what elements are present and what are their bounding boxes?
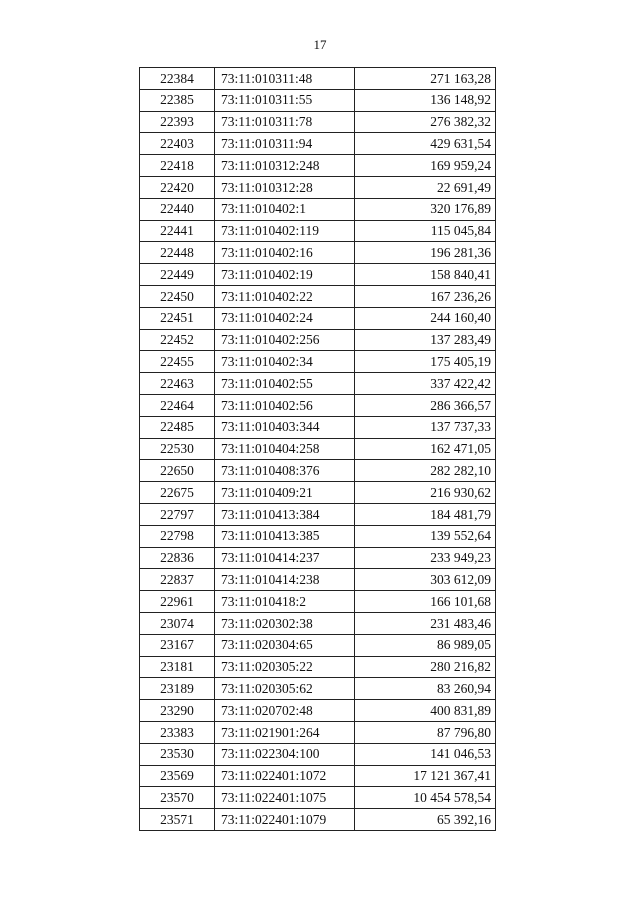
cadastral-value-table [139,67,496,831]
table-row [140,656,496,678]
table-row [140,242,496,264]
cadastral-number-cell: 73:11:010402:19 [215,264,355,286]
record-number-cell: 22961 [140,591,215,613]
cadastral-number-cell: 73:11:010403:344 [215,416,355,438]
cadastral-value-cell: 162 471,05 [355,438,496,460]
cadastral-value-cell: 175 405,19 [355,351,496,373]
cadastral-value-cell: 231 483,46 [355,612,496,634]
cadastral-number-cell: 73:11:010413:384 [215,503,355,525]
record-number-cell: 23189 [140,678,215,700]
table-row [140,373,496,395]
table-row [140,68,496,90]
cadastral-value-cell: 400 831,89 [355,700,496,722]
record-number-cell: 23383 [140,721,215,743]
table-row [140,329,496,351]
table-row [140,700,496,722]
table-row [140,482,496,504]
cadastral-value-cell: 22 691,49 [355,176,496,198]
cadastral-number-cell: 73:11:020305:22 [215,656,355,678]
cadastral-number-cell: 73:11:020702:48 [215,700,355,722]
record-number-cell: 22464 [140,394,215,416]
table-row [140,416,496,438]
cadastral-number-cell: 73:11:021901:264 [215,721,355,743]
table-row [140,285,496,307]
page-number: 17 [313,37,327,52]
table-row [140,220,496,242]
cadastral-number-cell: 73:11:010413:385 [215,525,355,547]
table-row [140,743,496,765]
cadastral-number-cell: 73:11:010402:22 [215,285,355,307]
record-number-cell: 23167 [140,634,215,656]
table-row [140,438,496,460]
table-row [140,809,496,831]
cadastral-value-cell: 286 366,57 [355,394,496,416]
record-number-cell: 23571 [140,809,215,831]
record-number-cell: 22385 [140,89,215,111]
table-row [140,721,496,743]
cadastral-number-cell: 73:11:010409:21 [215,482,355,504]
cadastral-number-cell: 73:11:010311:94 [215,133,355,155]
cadastral-number-cell: 73:11:010404:258 [215,438,355,460]
cadastral-value-cell: 233 949,23 [355,547,496,569]
table-row [140,394,496,416]
cadastral-value-cell: 136 148,92 [355,89,496,111]
cadastral-number-cell: 73:11:010312:248 [215,155,355,177]
record-number-cell: 22441 [140,220,215,242]
record-number-cell: 22393 [140,111,215,133]
cadastral-value-cell: 320 176,89 [355,198,496,220]
cadastral-value-cell: 169 959,24 [355,155,496,177]
record-number-cell: 22463 [140,373,215,395]
cadastral-value-cell: 429 631,54 [355,133,496,155]
cadastral-number-cell: 73:11:020304:65 [215,634,355,656]
record-number-cell: 23570 [140,787,215,809]
record-number-cell: 22530 [140,438,215,460]
record-number-cell: 22650 [140,460,215,482]
table-row [140,89,496,111]
table-row [140,307,496,329]
record-number-cell: 22440 [140,198,215,220]
cadastral-number-cell: 73:11:010402:16 [215,242,355,264]
cadastral-number-cell: 73:11:010414:238 [215,569,355,591]
table-row [140,634,496,656]
cadastral-value-cell: 10 454 578,54 [355,787,496,809]
table-body [140,68,496,831]
cadastral-value-cell: 276 382,32 [355,111,496,133]
cadastral-number-cell: 73:11:010402:256 [215,329,355,351]
table-row [140,591,496,613]
cadastral-value-cell: 303 612,09 [355,569,496,591]
record-number-cell: 23181 [140,656,215,678]
record-number-cell: 22797 [140,503,215,525]
cadastral-value-cell: 139 552,64 [355,525,496,547]
table-row [140,765,496,787]
record-number-cell: 22384 [140,68,215,90]
record-number-cell: 22452 [140,329,215,351]
record-number-cell: 22448 [140,242,215,264]
cadastral-number-cell: 73:11:022401:1072 [215,765,355,787]
table-row [140,133,496,155]
table-row [140,503,496,525]
table-row [140,460,496,482]
cadastral-number-cell: 73:11:010402:119 [215,220,355,242]
cadastral-number-cell: 73:11:010418:2 [215,591,355,613]
cadastral-value-cell: 17 121 367,41 [355,765,496,787]
cadastral-number-cell: 73:11:022401:1075 [215,787,355,809]
table-row [140,678,496,700]
table-row [140,111,496,133]
cadastral-number-cell: 73:11:010402:1 [215,198,355,220]
cadastral-value-cell: 282 282,10 [355,460,496,482]
cadastral-number-cell: 73:11:020305:62 [215,678,355,700]
table-row [140,525,496,547]
cadastral-value-cell: 166 101,68 [355,591,496,613]
cadastral-number-cell: 73:11:022304:100 [215,743,355,765]
record-number-cell: 23569 [140,765,215,787]
cadastral-number-cell: 73:11:010311:55 [215,89,355,111]
record-number-cell: 23074 [140,612,215,634]
cadastral-number-cell: 73:11:010312:28 [215,176,355,198]
record-number-cell: 22418 [140,155,215,177]
cadastral-value-cell: 337 422,42 [355,373,496,395]
cadastral-number-cell: 73:11:020302:38 [215,612,355,634]
cadastral-value-cell: 141 046,53 [355,743,496,765]
record-number-cell: 22485 [140,416,215,438]
record-number-cell: 22403 [140,133,215,155]
cadastral-value-cell: 65 392,16 [355,809,496,831]
record-number-cell: 22836 [140,547,215,569]
cadastral-number-cell: 73:11:010311:48 [215,68,355,90]
table-row [140,547,496,569]
cadastral-number-cell: 73:11:010408:376 [215,460,355,482]
record-number-cell: 22455 [140,351,215,373]
table-row [140,351,496,373]
table-row [140,198,496,220]
record-number-cell: 22449 [140,264,215,286]
cadastral-value-cell: 271 163,28 [355,68,496,90]
cadastral-value-cell: 196 281,36 [355,242,496,264]
cadastral-value-cell: 280 216,82 [355,656,496,678]
table-row [140,569,496,591]
record-number-cell: 23530 [140,743,215,765]
cadastral-value-cell: 216 930,62 [355,482,496,504]
cadastral-value-cell: 184 481,79 [355,503,496,525]
record-number-cell: 22420 [140,176,215,198]
cadastral-value-cell: 137 283,49 [355,329,496,351]
record-number-cell: 22451 [140,307,215,329]
cadastral-number-cell: 73:11:010402:24 [215,307,355,329]
table-row [140,612,496,634]
cadastral-value-cell: 83 260,94 [355,678,496,700]
record-number-cell: 22837 [140,569,215,591]
cadastral-value-cell: 115 045,84 [355,220,496,242]
cadastral-number-cell: 73:11:010311:78 [215,111,355,133]
cadastral-number-cell: 73:11:010402:55 [215,373,355,395]
record-number-cell: 23290 [140,700,215,722]
cadastral-value-cell: 167 236,26 [355,285,496,307]
table-row [140,787,496,809]
table-row [140,264,496,286]
record-number-cell: 22450 [140,285,215,307]
cadastral-number-cell: 73:11:010402:56 [215,394,355,416]
cadastral-number-cell: 73:11:010402:34 [215,351,355,373]
cadastral-number-cell: 73:11:010414:237 [215,547,355,569]
table-row [140,176,496,198]
cadastral-value-cell: 158 840,41 [355,264,496,286]
cadastral-value-cell: 244 160,40 [355,307,496,329]
record-number-cell: 22798 [140,525,215,547]
cadastral-value-cell: 87 796,80 [355,721,496,743]
cadastral-value-cell: 86 989,05 [355,634,496,656]
table-row [140,155,496,177]
cadastral-value-cell: 137 737,33 [355,416,496,438]
record-number-cell: 22675 [140,482,215,504]
cadastral-number-cell: 73:11:022401:1079 [215,809,355,831]
